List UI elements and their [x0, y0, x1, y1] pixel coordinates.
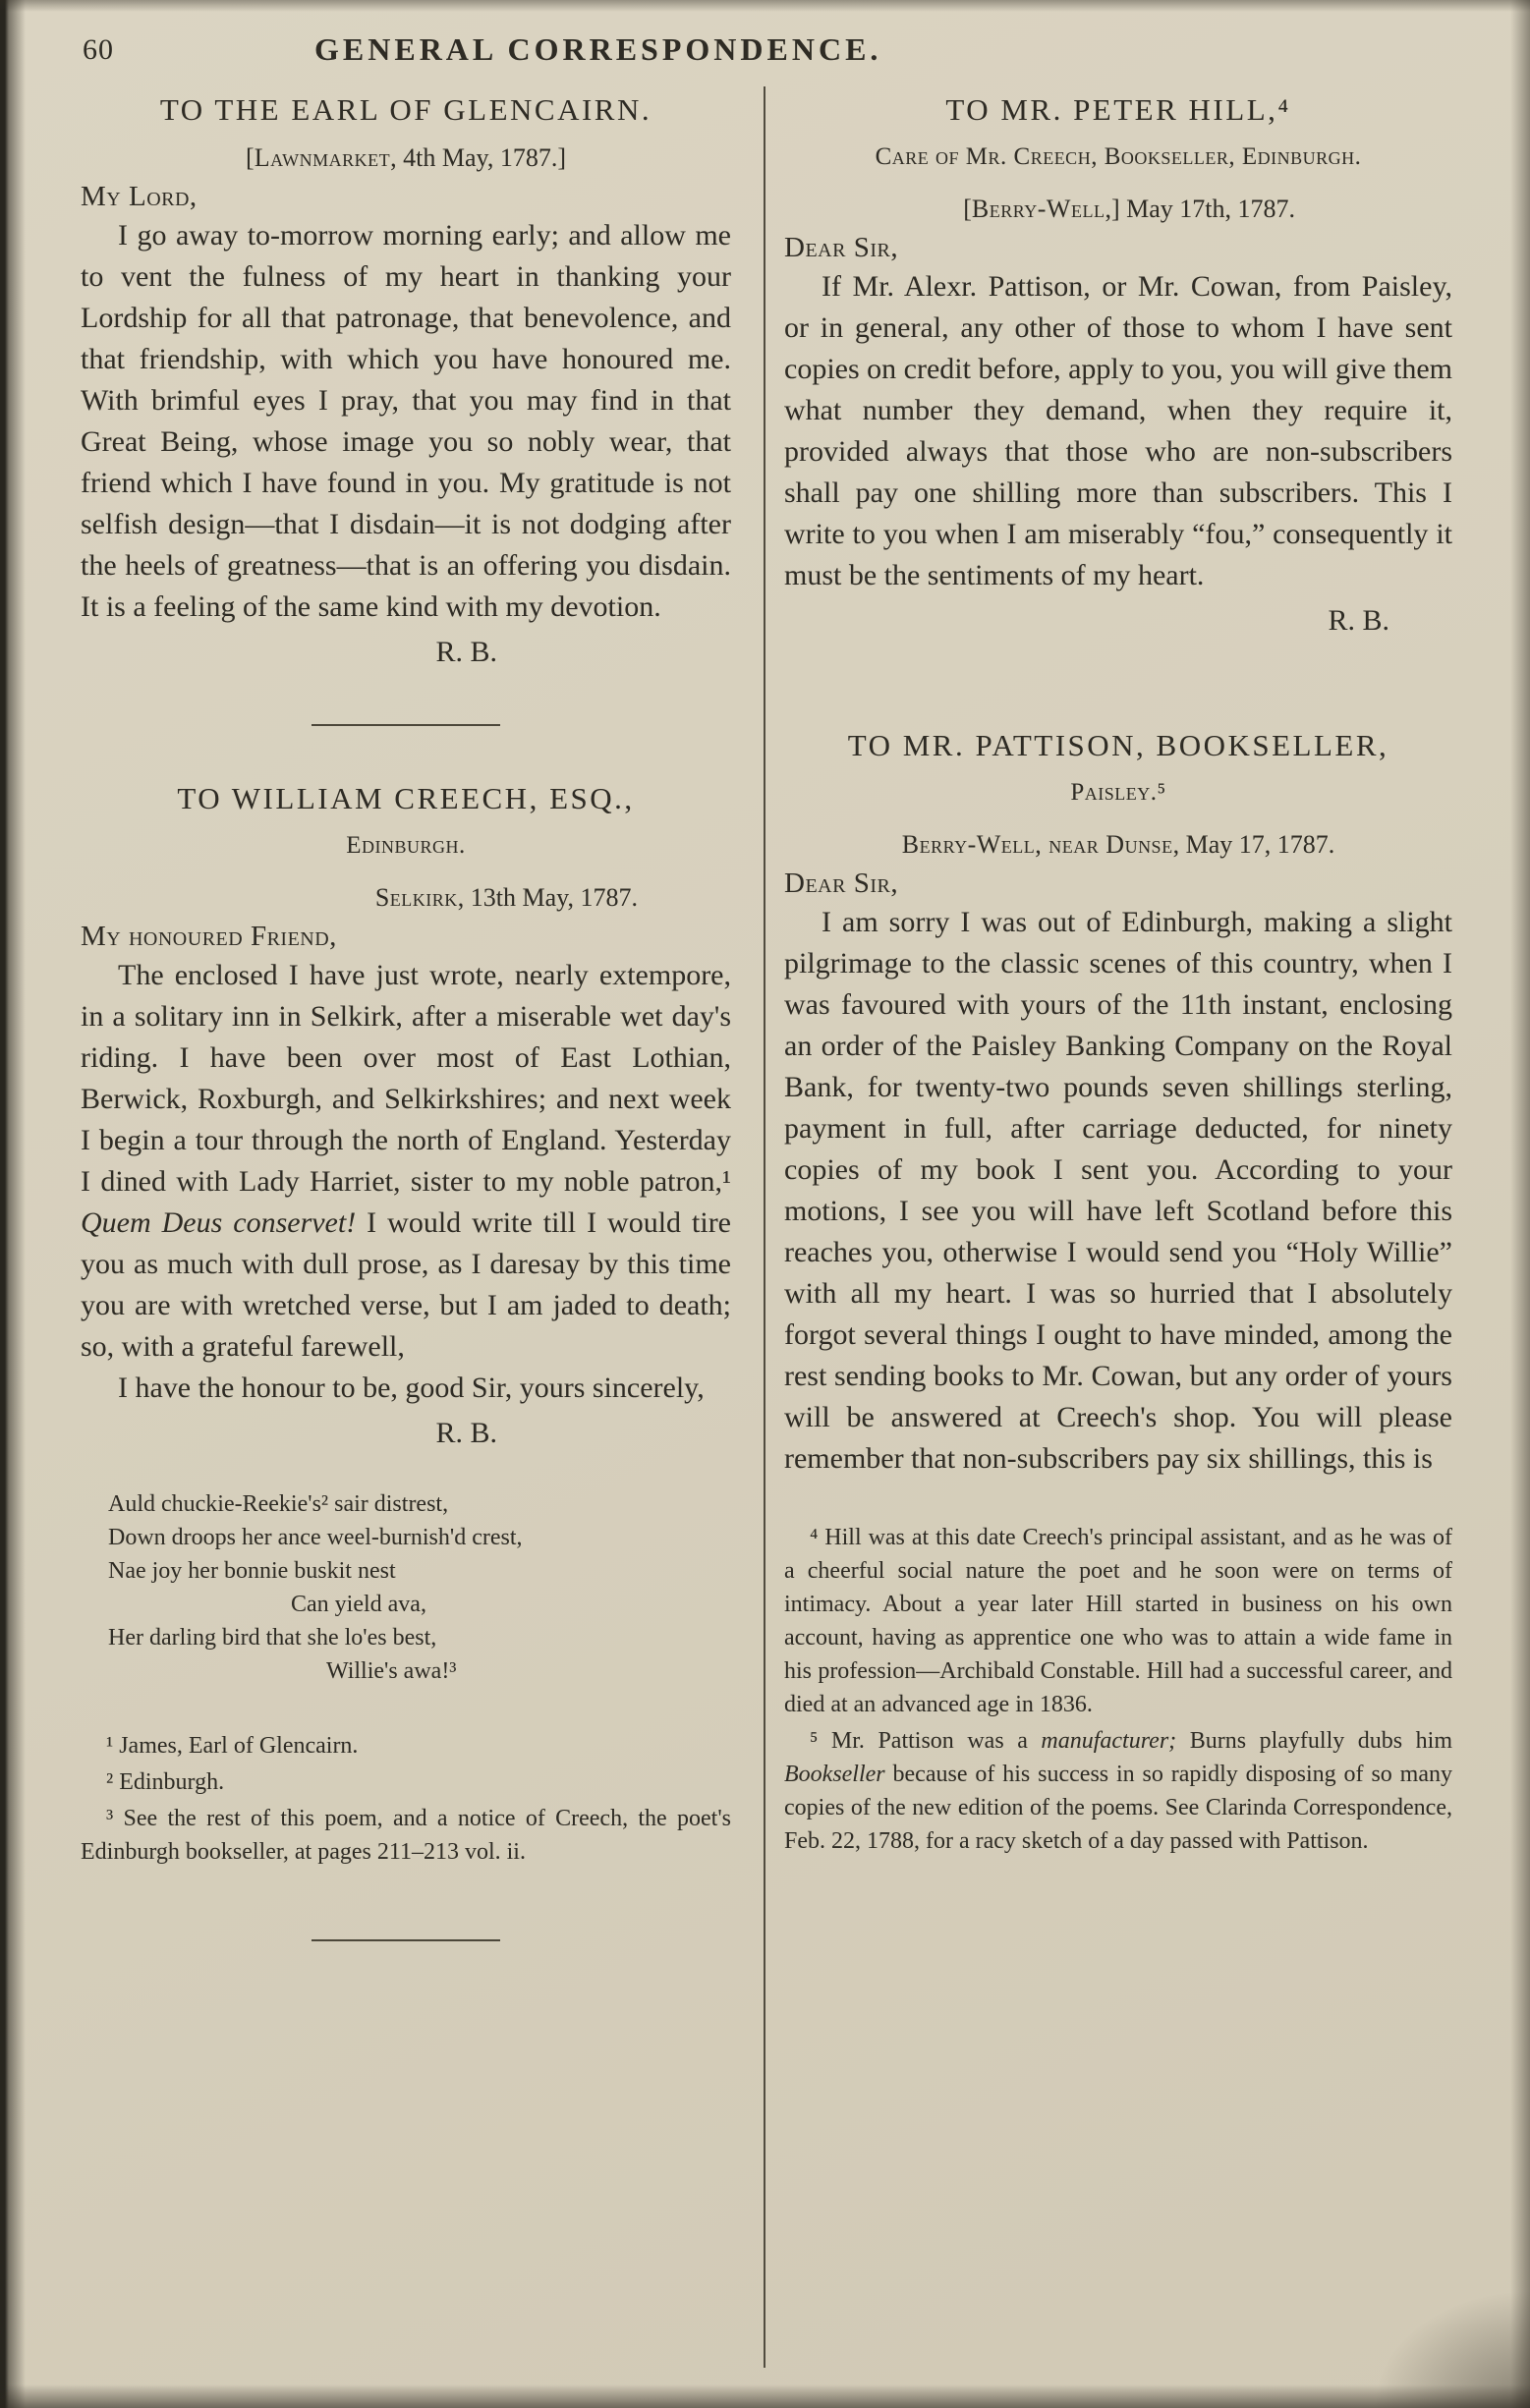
letter-dateline: [Lawnmarket, 4th May, 1787.] — [246, 143, 566, 172]
poem-line: Auld chuckie-Reekie's² sair distrest, — [108, 1491, 449, 1517]
scan-edge-top — [0, 0, 1530, 12]
letter-to-william-creech — [81, 781, 731, 1869]
letter-title: TO MR. PETER HILL,⁴ — [945, 92, 1291, 127]
letter-body-paragraph: I go away to-morrow morning early; and allow me to vent the fulness of my heart in thanking your Lordship for all that patronage, that benevolence, and that friendship, with which you have honoured me. With brimful eyes I pray, that you may find in that Great Being, whose image you so nobly wear, that friend which I have found in you. My gratitude is not selfish design—that I disdain—it is not dodging after the heels of greatness—that is an offering you disdain. It is a feeling of the same kind with my devotion. — [81, 219, 731, 623]
poem-line: Down droops her ance weel-burnish'd crest, — [108, 1525, 523, 1550]
letter-body-paragraph: The enclosed I have just wrote, nearly extempore, in a solitary inn in Selkirk, after a miserable wet day's riding. I have been over most of East Lothian, Berwick, Roxburgh, and Selkirkshires; and next week I begin a tour through the north of England. Yesterday I dined with Lady Harriet, sister to my noble patron,¹ Quem Deus conservet! I would write till I would tire you as much with dull prose, as I daresay by this time you are with wretched verse, but I am jaded to death; so, with a grateful farewell, — [81, 959, 731, 1363]
letter-subtitle: Paisley.⁵ — [1070, 779, 1166, 806]
letter-title: TO MR. PATTISON, BOOKSELLER, — [847, 728, 1389, 762]
footnote: ⁴ Hill was at this date Creech's principal assistant, and as he was of a cheerful social nature the poet and he soon were on terms of intimacy. About a year later Hill started in business on his own account, having as apprentice one who was to attain a wide fame in his profession—Archibald Constable. Hill had a successful career, and died at an advanced age in 1836. — [784, 1525, 1452, 1717]
scan-edge-bottom — [0, 2384, 1530, 2408]
end-of-column-rule — [312, 1939, 500, 1941]
poem-line: Can yield ava, — [291, 1592, 426, 1617]
scan-edge-right — [1510, 0, 1530, 2408]
section-divider-rule — [312, 724, 500, 726]
poem-auld-chuckie-reekie — [108, 1487, 731, 1688]
letter-to-pattison — [784, 728, 1452, 1858]
left-column — [81, 92, 731, 1996]
letter-salutation: Dear Sir, — [784, 868, 899, 899]
footnote: ³ See the rest of this poem, and a notice of Creech, the poet's Edinburgh bookseller, at pages 211–213 vol. ii. — [81, 1806, 731, 1865]
scan-corner-shadow — [1373, 2290, 1530, 2408]
right-column — [784, 92, 1452, 1861]
column-divider-rule — [764, 86, 765, 2368]
letter-body-paragraph: I am sorry I was out of Edinburgh, making a slight pilgrimage to the classic scenes of this country, when I was favoured with yours of the 11th instant, enclosing an order of the Paisley Banking Company on the Royal Bank, for twenty-two pounds seven shillings sterling, payment in full, after carriage deducted, for ninety copies of my book I sent you. According to your motions, I see you will have left Scotland before this reaches you, otherwise I would send you “Holy Willie” with all my heart. I was so hurried that I absolutely forgot several things I ought to have minded, among the rest sending books to Mr. Cowan, but any order of yours will be answered at Creech's shop. You will please remember that non-subscribers pay six shillings, this is — [784, 906, 1452, 1475]
letter-title: TO WILLIAM CREECH, ESQ., — [177, 781, 635, 815]
letter-subtitle: Edinburgh. — [346, 832, 466, 859]
page-header — [0, 33, 1530, 77]
footnotes-left-column — [81, 1729, 731, 1869]
poem-line: Nae joy her bonnie buskit nest — [108, 1558, 396, 1584]
letter-closing-paragraph: I have the honour to be, good Sir, yours sincerely, — [118, 1372, 705, 1404]
letter-title: TO THE EARL OF GLENCAIRN. — [159, 92, 652, 127]
letter-body-paragraph: If Mr. Alexr. Pattison, or Mr. Cowan, from Paisley, or in general, any other of those to whom I have sent copies on credit before, apply to you, you will give them what number they demand, when they require it, provided always that those who are non-subscribers shall pay one shilling more than subscribers. This I write to you when I am miserably “fou,” consequently it must be the sentiments of my heart. — [784, 270, 1452, 591]
letter-signature: R. B. — [435, 1417, 497, 1449]
page-number: 60 — [83, 33, 114, 66]
poem-line: Her darling bird that she lo'es best, — [108, 1625, 437, 1651]
poem-line: Willie's awa!³ — [326, 1658, 457, 1684]
letter-salutation: My honoured Friend, — [81, 921, 337, 952]
letter-to-peter-hill — [784, 92, 1452, 638]
letter-dateline: Selkirk, 13th May, 1787. — [374, 883, 638, 912]
letter-dateline: Berry-Well, near Dunse, May 17, 1787. — [901, 830, 1335, 859]
running-title: GENERAL CORRESPONDENCE. — [314, 31, 882, 67]
footnotes-right-column — [784, 1521, 1452, 1858]
scan-edge-left — [0, 0, 26, 2408]
footnote: ¹ James, Earl of Glencairn. — [106, 1733, 359, 1759]
letter-signature: R. B. — [1328, 604, 1389, 637]
letter-to-earl-of-glencairn — [81, 92, 731, 669]
letter-signature: R. B. — [435, 636, 497, 668]
letter-dateline: [Berry-Well,] May 17th, 1787. — [963, 195, 1295, 223]
letter-salutation: My Lord, — [81, 181, 198, 212]
footnote: ⁵ Mr. Pattison was a manufacturer; Burns playfully dubs him Bookseller because of his success in so rapidly disposing of so many copies of the new edition of the poems. See Clarinda Correspondence, Feb. 22, 1788, for a racy sketch of a day passed with Pattison. — [784, 1728, 1452, 1854]
letter-subtitle: Care of Mr. Creech, Bookseller, Edinburgh. — [875, 143, 1362, 170]
letter-salutation: Dear Sir, — [784, 232, 899, 263]
footnote: ² Edinburgh. — [106, 1769, 225, 1795]
